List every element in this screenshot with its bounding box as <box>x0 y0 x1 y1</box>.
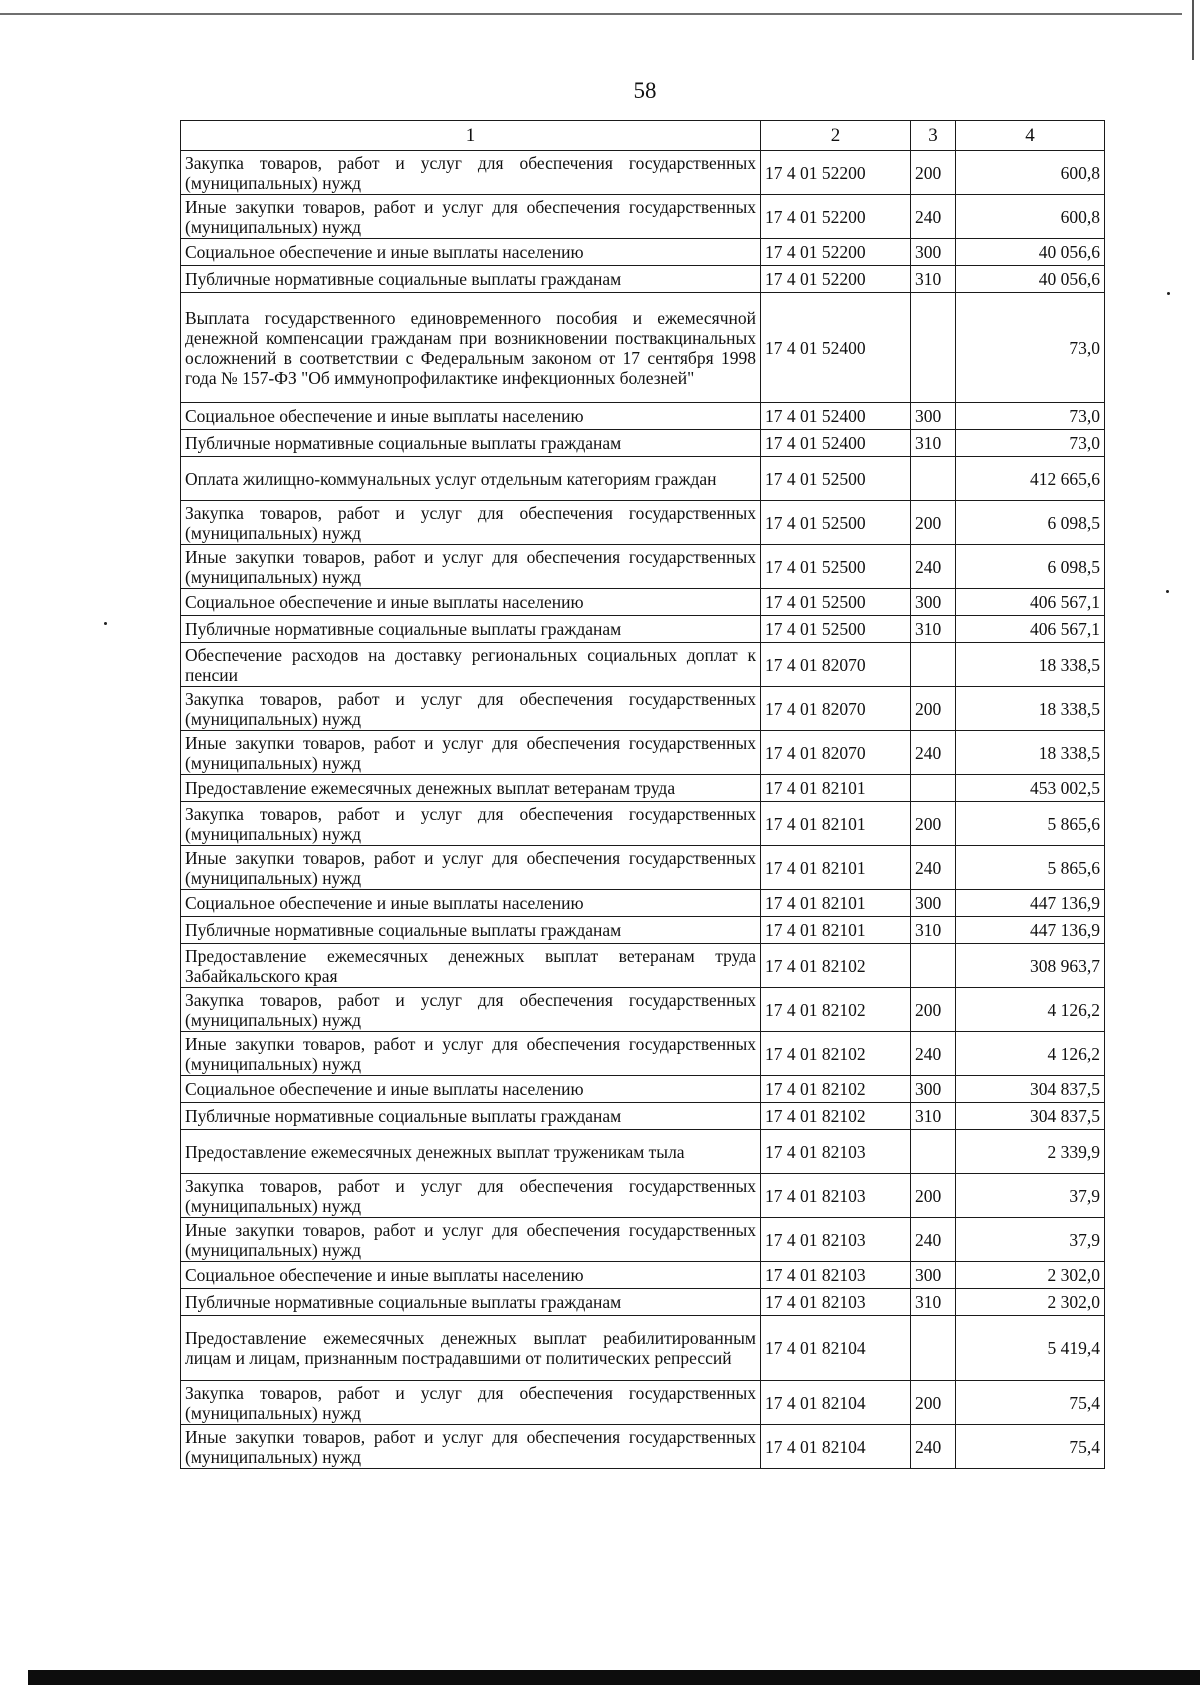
row-name-cell: Оплата жилищно-коммунальных услуг отдельным категориям граждан <box>181 457 761 501</box>
row-name-cell: Социальное обеспечение и иные выплаты населению <box>181 1076 761 1103</box>
row-type-cell <box>911 457 956 501</box>
row-amount-cell: 6 098,5 <box>956 545 1105 589</box>
row-code-cell: 17 4 01 82101 <box>761 917 911 944</box>
row-type-cell: 310 <box>911 917 956 944</box>
row-code-cell: 17 4 01 82070 <box>761 731 911 775</box>
row-name-cell: Закупка товаров, работ и услуг для обеспечения государственных (муниципальных) нужд <box>181 151 761 195</box>
row-type-cell: 240 <box>911 731 956 775</box>
row-name-cell: Социальное обеспечение и иные выплаты населению <box>181 589 761 616</box>
table-row <box>181 430 1105 457</box>
table-row <box>181 545 1105 589</box>
table-row <box>181 589 1105 616</box>
row-name-cell: Иные закупки товаров, работ и услуг для обеспечения государственных (муниципальных) нужд <box>181 1425 761 1469</box>
row-type-cell <box>911 1316 956 1381</box>
row-type-cell: 200 <box>911 988 956 1032</box>
row-type-cell: 310 <box>911 430 956 457</box>
row-type-cell: 200 <box>911 1174 956 1218</box>
row-type-cell: 240 <box>911 1032 956 1076</box>
scan-speck <box>1166 590 1169 593</box>
row-amount-cell: 2 302,0 <box>956 1262 1105 1289</box>
row-code-cell: 17 4 01 52500 <box>761 589 911 616</box>
row-name-cell: Закупка товаров, работ и услуг для обеспечения государственных (муниципальных) нужд <box>181 1174 761 1218</box>
row-name-cell: Предоставление ежемесячных денежных выплат труженикам тыла <box>181 1130 761 1174</box>
row-amount-cell: 73,0 <box>956 403 1105 430</box>
table-row <box>181 1262 1105 1289</box>
table-row <box>181 1103 1105 1130</box>
row-code-cell: 17 4 01 52400 <box>761 430 911 457</box>
table-row <box>181 501 1105 545</box>
table-row <box>181 266 1105 293</box>
table-row <box>181 239 1105 266</box>
table-row <box>181 1289 1105 1316</box>
row-type-cell: 200 <box>911 151 956 195</box>
row-code-cell: 17 4 01 52400 <box>761 403 911 430</box>
row-type-cell: 300 <box>911 239 956 266</box>
row-amount-cell: 406 567,1 <box>956 589 1105 616</box>
row-type-cell: 240 <box>911 195 956 239</box>
table-row <box>181 988 1105 1032</box>
row-amount-cell: 73,0 <box>956 430 1105 457</box>
table-row <box>181 731 1105 775</box>
row-type-cell: 200 <box>911 1381 956 1425</box>
row-amount-cell: 600,8 <box>956 195 1105 239</box>
table-row <box>181 846 1105 890</box>
row-name-cell: Закупка товаров, работ и услуг для обеспечения государственных (муниципальных) нужд <box>181 988 761 1032</box>
row-amount-cell: 75,4 <box>956 1381 1105 1425</box>
row-amount-cell: 453 002,5 <box>956 775 1105 802</box>
row-code-cell: 17 4 01 52200 <box>761 239 911 266</box>
table-row <box>181 1218 1105 1262</box>
scan-edge-right <box>1192 0 1194 60</box>
row-type-cell: 200 <box>911 802 956 846</box>
row-amount-cell: 40 056,6 <box>956 266 1105 293</box>
row-name-cell: Закупка товаров, работ и услуг для обеспечения государственных (муниципальных) нужд <box>181 687 761 731</box>
row-type-cell: 300 <box>911 589 956 616</box>
row-name-cell: Социальное обеспечение и иные выплаты населению <box>181 239 761 266</box>
table-row <box>181 403 1105 430</box>
table-row <box>181 917 1105 944</box>
column-header-code: 2 <box>761 121 911 151</box>
table-row <box>181 457 1105 501</box>
row-type-cell: 200 <box>911 687 956 731</box>
row-amount-cell: 18 338,5 <box>956 731 1105 775</box>
table-row <box>181 802 1105 846</box>
table-row <box>181 1174 1105 1218</box>
row-type-cell: 240 <box>911 1425 956 1469</box>
row-name-cell: Публичные нормативные социальные выплаты гражданам <box>181 1289 761 1316</box>
table-row <box>181 944 1105 988</box>
row-code-cell: 17 4 01 82070 <box>761 643 911 687</box>
row-name-cell: Закупка товаров, работ и услуг для обеспечения государственных (муниципальных) нужд <box>181 802 761 846</box>
row-amount-cell: 308 963,7 <box>956 944 1105 988</box>
column-header-name: 1 <box>181 121 761 151</box>
row-amount-cell: 447 136,9 <box>956 917 1105 944</box>
row-amount-cell: 18 338,5 <box>956 687 1105 731</box>
row-amount-cell: 4 126,2 <box>956 988 1105 1032</box>
table-row <box>181 293 1105 403</box>
row-code-cell: 17 4 01 52200 <box>761 195 911 239</box>
row-type-cell: 300 <box>911 1076 956 1103</box>
row-name-cell: Иные закупки товаров, работ и услуг для обеспечения государственных (муниципальных) нужд <box>181 1218 761 1262</box>
row-code-cell: 17 4 01 82103 <box>761 1289 911 1316</box>
table-row <box>181 775 1105 802</box>
row-name-cell: Предоставление ежемесячных денежных выплат ветеранам труда Забайкальского края <box>181 944 761 988</box>
row-code-cell: 17 4 01 82103 <box>761 1262 911 1289</box>
scan-edge-bottom <box>28 1670 1200 1685</box>
row-name-cell: Иные закупки товаров, работ и услуг для обеспечения государственных (муниципальных) нужд <box>181 545 761 589</box>
row-amount-cell: 304 837,5 <box>956 1103 1105 1130</box>
table-row <box>181 1425 1105 1469</box>
scan-speck <box>104 622 107 625</box>
row-code-cell: 17 4 01 82101 <box>761 775 911 802</box>
row-type-cell <box>911 944 956 988</box>
table-row <box>181 195 1105 239</box>
row-type-cell <box>911 643 956 687</box>
table-row <box>181 1032 1105 1076</box>
column-header-type: 3 <box>911 121 956 151</box>
row-name-cell: Иные закупки товаров, работ и услуг для обеспечения государственных (муниципальных) нужд <box>181 195 761 239</box>
row-name-cell: Социальное обеспечение и иные выплаты населению <box>181 890 761 917</box>
row-code-cell: 17 4 01 52200 <box>761 266 911 293</box>
row-type-cell: 200 <box>911 501 956 545</box>
row-code-cell: 17 4 01 52500 <box>761 616 911 643</box>
row-name-cell: Публичные нормативные социальные выплаты гражданам <box>181 1103 761 1130</box>
row-amount-cell: 18 338,5 <box>956 643 1105 687</box>
row-code-cell: 17 4 01 82104 <box>761 1316 911 1381</box>
row-name-cell: Выплата государственного единовременного пособия и ежемесячной денежной компенсации гражданам при возникновении поствакцинальных осложнений в соответствии с Федеральным законом от 17 сентября 1998 года № 157-ФЗ "Об иммунопрофилактике инфекционных болезней" <box>181 293 761 403</box>
row-code-cell: 17 4 01 82102 <box>761 1076 911 1103</box>
row-name-cell: Публичные нормативные социальные выплаты гражданам <box>181 266 761 293</box>
row-code-cell: 17 4 01 82101 <box>761 846 911 890</box>
row-amount-cell: 6 098,5 <box>956 501 1105 545</box>
row-type-cell: 310 <box>911 266 956 293</box>
row-name-cell: Публичные нормативные социальные выплаты гражданам <box>181 917 761 944</box>
row-type-cell: 300 <box>911 890 956 917</box>
row-amount-cell: 412 665,6 <box>956 457 1105 501</box>
row-code-cell: 17 4 01 52200 <box>761 151 911 195</box>
row-name-cell: Публичные нормативные социальные выплаты гражданам <box>181 430 761 457</box>
row-type-cell <box>911 1130 956 1174</box>
row-name-cell: Публичные нормативные социальные выплаты гражданам <box>181 616 761 643</box>
row-code-cell: 17 4 01 52400 <box>761 293 911 403</box>
row-amount-cell: 2 302,0 <box>956 1289 1105 1316</box>
row-amount-cell: 4 126,2 <box>956 1032 1105 1076</box>
row-amount-cell: 5 419,4 <box>956 1316 1105 1381</box>
row-code-cell: 17 4 01 82103 <box>761 1130 911 1174</box>
row-name-cell: Иные закупки товаров, работ и услуг для обеспечения государственных (муниципальных) нужд <box>181 731 761 775</box>
row-code-cell: 17 4 01 82102 <box>761 1032 911 1076</box>
table-row <box>181 616 1105 643</box>
row-name-cell: Социальное обеспечение и иные выплаты населению <box>181 403 761 430</box>
row-name-cell: Иные закупки товаров, работ и услуг для обеспечения государственных (муниципальных) нужд <box>181 846 761 890</box>
table-row <box>181 1381 1105 1425</box>
row-amount-cell: 447 136,9 <box>956 890 1105 917</box>
row-amount-cell: 5 865,6 <box>956 802 1105 846</box>
row-code-cell: 17 4 01 82102 <box>761 1103 911 1130</box>
row-code-cell: 17 4 01 82102 <box>761 944 911 988</box>
row-type-cell <box>911 293 956 403</box>
row-code-cell: 17 4 01 82104 <box>761 1425 911 1469</box>
table-row <box>181 890 1105 917</box>
row-type-cell: 310 <box>911 1289 956 1316</box>
scan-edge-top <box>0 13 1182 15</box>
row-name-cell: Обеспечение расходов на доставку региональных социальных доплат к пенсии <box>181 643 761 687</box>
row-type-cell: 240 <box>911 1218 956 1262</box>
row-code-cell: 17 4 01 52500 <box>761 457 911 501</box>
table-row <box>181 687 1105 731</box>
row-code-cell: 17 4 01 82101 <box>761 802 911 846</box>
row-name-cell: Закупка товаров, работ и услуг для обеспечения государственных (муниципальных) нужд <box>181 501 761 545</box>
row-code-cell: 17 4 01 82103 <box>761 1218 911 1262</box>
row-code-cell: 17 4 01 52500 <box>761 545 911 589</box>
scan-speck <box>1167 292 1170 295</box>
row-type-cell: 300 <box>911 403 956 430</box>
row-amount-cell: 40 056,6 <box>956 239 1105 266</box>
table-row <box>181 1130 1105 1174</box>
row-amount-cell: 75,4 <box>956 1425 1105 1469</box>
row-code-cell: 17 4 01 82104 <box>761 1381 911 1425</box>
row-amount-cell: 2 339,9 <box>956 1130 1105 1174</box>
row-type-cell: 240 <box>911 846 956 890</box>
row-code-cell: 17 4 01 82070 <box>761 687 911 731</box>
table-row <box>181 151 1105 195</box>
page-number: 58 <box>633 78 657 103</box>
row-name-cell: Предоставление ежемесячных денежных выплат реабилитированным лицам и лицам, признанным пострадавшими от политических репрессий <box>181 1316 761 1381</box>
row-amount-cell: 304 837,5 <box>956 1076 1105 1103</box>
row-amount-cell: 37,9 <box>956 1174 1105 1218</box>
budget-table <box>180 120 1105 1469</box>
column-header-amount: 4 <box>956 121 1105 151</box>
row-name-cell: Закупка товаров, работ и услуг для обеспечения государственных (муниципальных) нужд <box>181 1381 761 1425</box>
row-amount-cell: 600,8 <box>956 151 1105 195</box>
row-type-cell: 240 <box>911 545 956 589</box>
row-name-cell: Социальное обеспечение и иные выплаты населению <box>181 1262 761 1289</box>
row-type-cell: 300 <box>911 1262 956 1289</box>
row-amount-cell: 5 865,6 <box>956 846 1105 890</box>
row-amount-cell: 37,9 <box>956 1218 1105 1262</box>
table-row <box>181 643 1105 687</box>
row-code-cell: 17 4 01 82103 <box>761 1174 911 1218</box>
row-code-cell: 17 4 01 82102 <box>761 988 911 1032</box>
table-body <box>181 151 1105 1469</box>
row-name-cell: Предоставление ежемесячных денежных выплат ветеранам труда <box>181 775 761 802</box>
row-code-cell: 17 4 01 52500 <box>761 501 911 545</box>
table-header-row <box>181 121 1105 151</box>
row-code-cell: 17 4 01 82101 <box>761 890 911 917</box>
row-type-cell: 310 <box>911 1103 956 1130</box>
table-row <box>181 1076 1105 1103</box>
row-amount-cell: 406 567,1 <box>956 616 1105 643</box>
table-row <box>181 1316 1105 1381</box>
row-type-cell: 310 <box>911 616 956 643</box>
row-name-cell: Иные закупки товаров, работ и услуг для обеспечения государственных (муниципальных) нужд <box>181 1032 761 1076</box>
row-type-cell <box>911 775 956 802</box>
row-amount-cell: 73,0 <box>956 293 1105 403</box>
